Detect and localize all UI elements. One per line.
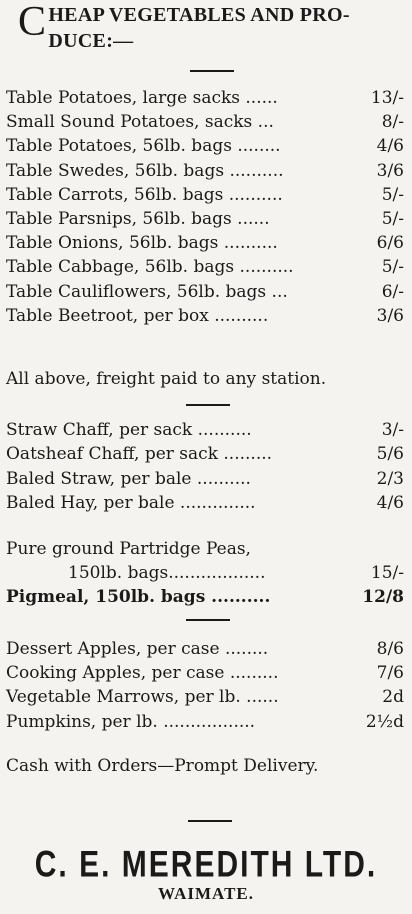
item-price: 5/- bbox=[381, 184, 404, 205]
item-label: Pumpkins, per lb. ................. bbox=[6, 711, 256, 732]
company-town: WAIMATE. bbox=[158, 884, 254, 903]
price-row bbox=[6, 134, 406, 158]
price-row bbox=[6, 255, 406, 279]
price-row bbox=[6, 110, 406, 134]
item-label: Dessert Apples, per case ........ bbox=[6, 639, 269, 659]
price-row bbox=[6, 491, 406, 515]
item-price: 5/6 bbox=[376, 444, 404, 465]
item-price: 3/- bbox=[381, 420, 404, 440]
price-row bbox=[6, 637, 406, 661]
item-label: Table Cauliflowers, 56lb. bags ... bbox=[6, 281, 288, 302]
company-name: C. E. MEREDITH LTD. bbox=[34, 844, 378, 886]
item-price: 6/6 bbox=[376, 233, 404, 254]
item-price: 7/6 bbox=[376, 663, 404, 684]
item-label: Cooking Apples, per case ......... bbox=[6, 663, 279, 684]
cash-note: Cash with Orders—Prompt Delivery. bbox=[6, 756, 319, 776]
price-row bbox=[6, 159, 406, 183]
divider-rule bbox=[188, 820, 232, 822]
heading-line-2: DUCE:— bbox=[48, 30, 134, 52]
item-price: 6/- bbox=[381, 281, 404, 302]
item-label: Table Parsnips, 56lb. bags ...... bbox=[6, 209, 270, 229]
pigmeal-row bbox=[6, 585, 406, 609]
item-label: Baled Hay, per bale .............. bbox=[6, 492, 256, 513]
price-row bbox=[6, 280, 406, 304]
item-price: 2d bbox=[382, 687, 404, 708]
price-row bbox=[6, 467, 406, 491]
freight-note: All above, freight paid to any station. bbox=[6, 369, 327, 389]
item-price: 4/6 bbox=[376, 136, 404, 157]
peas-label: 150lb. bags.................. bbox=[68, 563, 266, 583]
item-label: Vegetable Marrows, per lb. ...... bbox=[6, 687, 279, 708]
peas-row bbox=[6, 561, 406, 585]
item-label: Table Onions, 56lb. bags .......... bbox=[6, 233, 278, 254]
price-row bbox=[6, 207, 406, 231]
price-row bbox=[6, 418, 406, 442]
peas-line-1: Pure ground Partridge Peas, bbox=[6, 539, 251, 559]
price-row bbox=[6, 442, 406, 466]
item-label: Table Potatoes, 56lb. bags ........ bbox=[6, 136, 281, 157]
item-price: 3/6 bbox=[376, 305, 404, 326]
item-label: Table Swedes, 56lb. bags .......... bbox=[6, 160, 284, 181]
divider-rule bbox=[186, 404, 230, 406]
item-price: 4/6 bbox=[376, 492, 404, 513]
item-price: 8/6 bbox=[376, 639, 404, 659]
price-row bbox=[6, 661, 406, 685]
item-price: 3/6 bbox=[376, 160, 404, 181]
item-price: 2/3 bbox=[376, 468, 404, 489]
item-price: 8/- bbox=[381, 112, 404, 133]
price-row bbox=[6, 183, 406, 207]
item-label: Oatsheaf Chaff, per sack ......... bbox=[6, 444, 273, 465]
price-row bbox=[6, 710, 406, 734]
peas-price: 15/- bbox=[370, 563, 404, 583]
item-price: 5/- bbox=[381, 257, 404, 278]
heading-dropcap: C bbox=[18, 0, 47, 45]
divider-rule bbox=[186, 619, 230, 621]
item-label: Table Cabbage, 56lb. bags .......... bbox=[6, 257, 294, 278]
item-label: Straw Chaff, per sack .......... bbox=[6, 420, 252, 440]
heading-line-1: HEAP VEGETABLES AND PRO- bbox=[48, 4, 350, 26]
price-row bbox=[6, 685, 406, 709]
price-row bbox=[6, 304, 406, 328]
item-price: 2½d bbox=[365, 711, 404, 732]
item-label: Table Beetroot, per box .......... bbox=[6, 305, 269, 326]
price-row bbox=[6, 231, 406, 255]
ad-heading bbox=[18, 2, 410, 54]
pigmeal-price: 12/8 bbox=[362, 587, 404, 607]
pigmeal-label: Pigmeal, 150lb. bags .......... bbox=[6, 587, 271, 607]
item-price: 13/- bbox=[370, 88, 404, 108]
divider-rule bbox=[190, 70, 234, 72]
price-row bbox=[6, 86, 406, 110]
item-label: Table Potatoes, large sacks ...... bbox=[6, 88, 278, 108]
item-price: 5/- bbox=[381, 209, 404, 229]
item-label: Baled Straw, per bale .......... bbox=[6, 468, 251, 489]
item-label: Table Carrots, 56lb. bags .......... bbox=[6, 184, 283, 205]
item-label: Small Sound Potatoes, sacks ... bbox=[6, 112, 274, 133]
